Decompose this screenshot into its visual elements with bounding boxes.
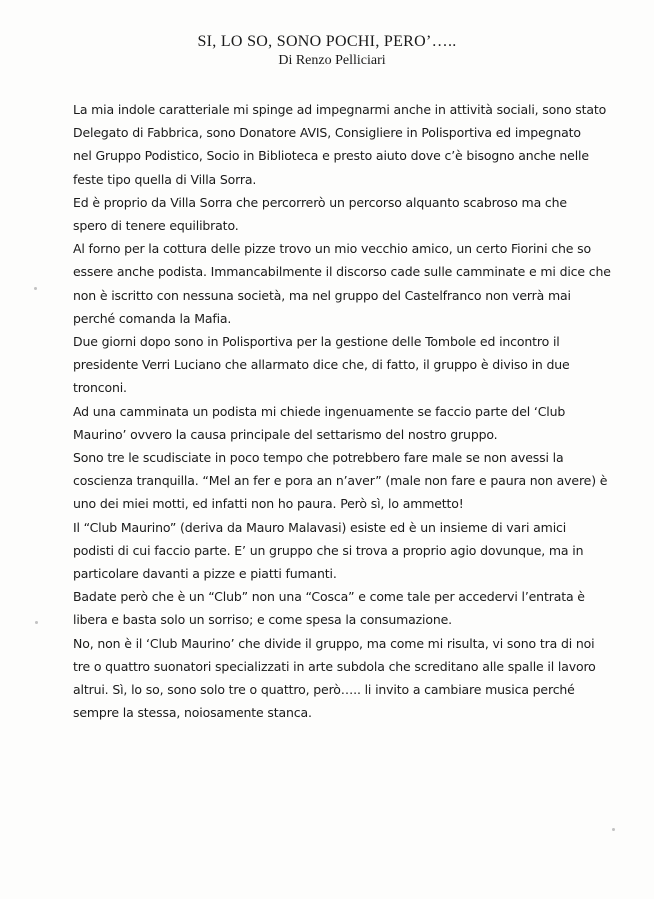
scan-speck xyxy=(35,621,38,624)
text-line: uno dei miei motti, ed infatti non ho paura. Però sì, lo ammetto! xyxy=(73,496,464,512)
paragraph-8 xyxy=(73,585,613,631)
text-line: particolare davanti a pizze e piatti fumanti. xyxy=(73,566,337,582)
document-body xyxy=(73,98,613,724)
paragraph-4 xyxy=(73,330,613,400)
text-line: spero di tenere equilibrato. xyxy=(73,218,239,234)
paragraph-6 xyxy=(73,446,613,516)
text-line: Delegato di Fabbrica, sono Donatore AVIS, Consigliere in Polisportiva ed impegnato xyxy=(73,125,581,141)
text-line: essere anche podista. Immancabilmente il discorso cade sulle camminate e mi dice che xyxy=(73,264,611,280)
text-line: tronconi. xyxy=(73,380,127,396)
text-line: feste tipo quella di Villa Sorra. xyxy=(73,171,257,187)
text-line: tre o quattro suonatori specializzati in arte subdola che screditano alle spalle il lavoro xyxy=(73,658,596,674)
text-line: Ad una camminata un podista mi chiede ingenuamente se faccio parte del ‘Club xyxy=(73,403,566,419)
paragraph-1 xyxy=(73,98,613,191)
text-line: Ed è proprio da Villa Sorra che percorrerò un percorso alquanto scabroso ma che xyxy=(73,194,567,210)
paragraph-3 xyxy=(73,237,613,330)
document-header xyxy=(0,32,654,70)
text-line: libera e basta solo un sorriso; e come spesa la consumazione. xyxy=(73,612,453,628)
text-line: coscienza tranquilla. “Mel an fer e pora an n’aver” (male non fare e paura non avere) è xyxy=(73,473,608,489)
text-line: No, non è il ‘Club Maurino’ che divide il gruppo, ma come mi risulta, vi sono tra di noi xyxy=(73,635,595,651)
text-line: non è iscritto con nessuna società, ma nel gruppo del Castelfranco non verrà mai xyxy=(73,287,571,303)
text-line: Il “Club Maurino” (deriva da Mauro Malavasi) esiste ed è un insieme di vari amici xyxy=(73,519,567,535)
text-line: podisti di cui faccio parte. E’ un gruppo che si trova a proprio agio dovunque, ma in xyxy=(73,542,584,558)
text-line: Al forno per la cottura delle pizze trovo un mio vecchio amico, un certo Fiorini che so xyxy=(73,241,591,257)
document-title: SI, LO SO, SONO POCHI, PERO’….. xyxy=(197,33,457,50)
text-line: altrui. Sì, lo so, sono solo tre o quattro, però….. li invito a cambiare musica perché xyxy=(73,682,575,698)
text-line: Due giorni dopo sono in Polisportiva per la gestione delle Tombole ed incontro il xyxy=(73,334,560,350)
text-line: Maurino’ ovvero la causa principale del settarismo del nostro gruppo. xyxy=(73,426,498,442)
paragraph-9 xyxy=(73,632,613,725)
scan-speck xyxy=(612,828,615,831)
text-line: Sono tre le scudisciate in poco tempo che potrebbero fare male se non avessi la xyxy=(73,450,564,466)
text-line: nel Gruppo Podistico, Socio in Biblioteca e presto aiuto dove c’è bisogno anche nelle xyxy=(73,148,589,164)
text-line: La mia indole caratteriale mi spinge ad impegnarmi anche in attività sociali, sono stato xyxy=(73,102,607,117)
text-line: sempre la stessa, noiosamente stanca. xyxy=(73,705,312,721)
document-author: Di Renzo Pelliciari xyxy=(278,53,386,68)
paragraph-2 xyxy=(73,191,613,237)
text-line: perché comanda la Mafia. xyxy=(73,310,232,326)
scan-speck xyxy=(34,287,37,290)
paragraph-5 xyxy=(73,400,613,446)
text-line: presidente Verri Luciano che allarmato dice che, di fatto, il gruppo è diviso in due xyxy=(73,357,570,373)
text-line: Badate però che è un “Club” non una “Cosca” e come tale per accedervi l’entrata è xyxy=(73,589,585,605)
paragraph-7 xyxy=(73,516,613,586)
